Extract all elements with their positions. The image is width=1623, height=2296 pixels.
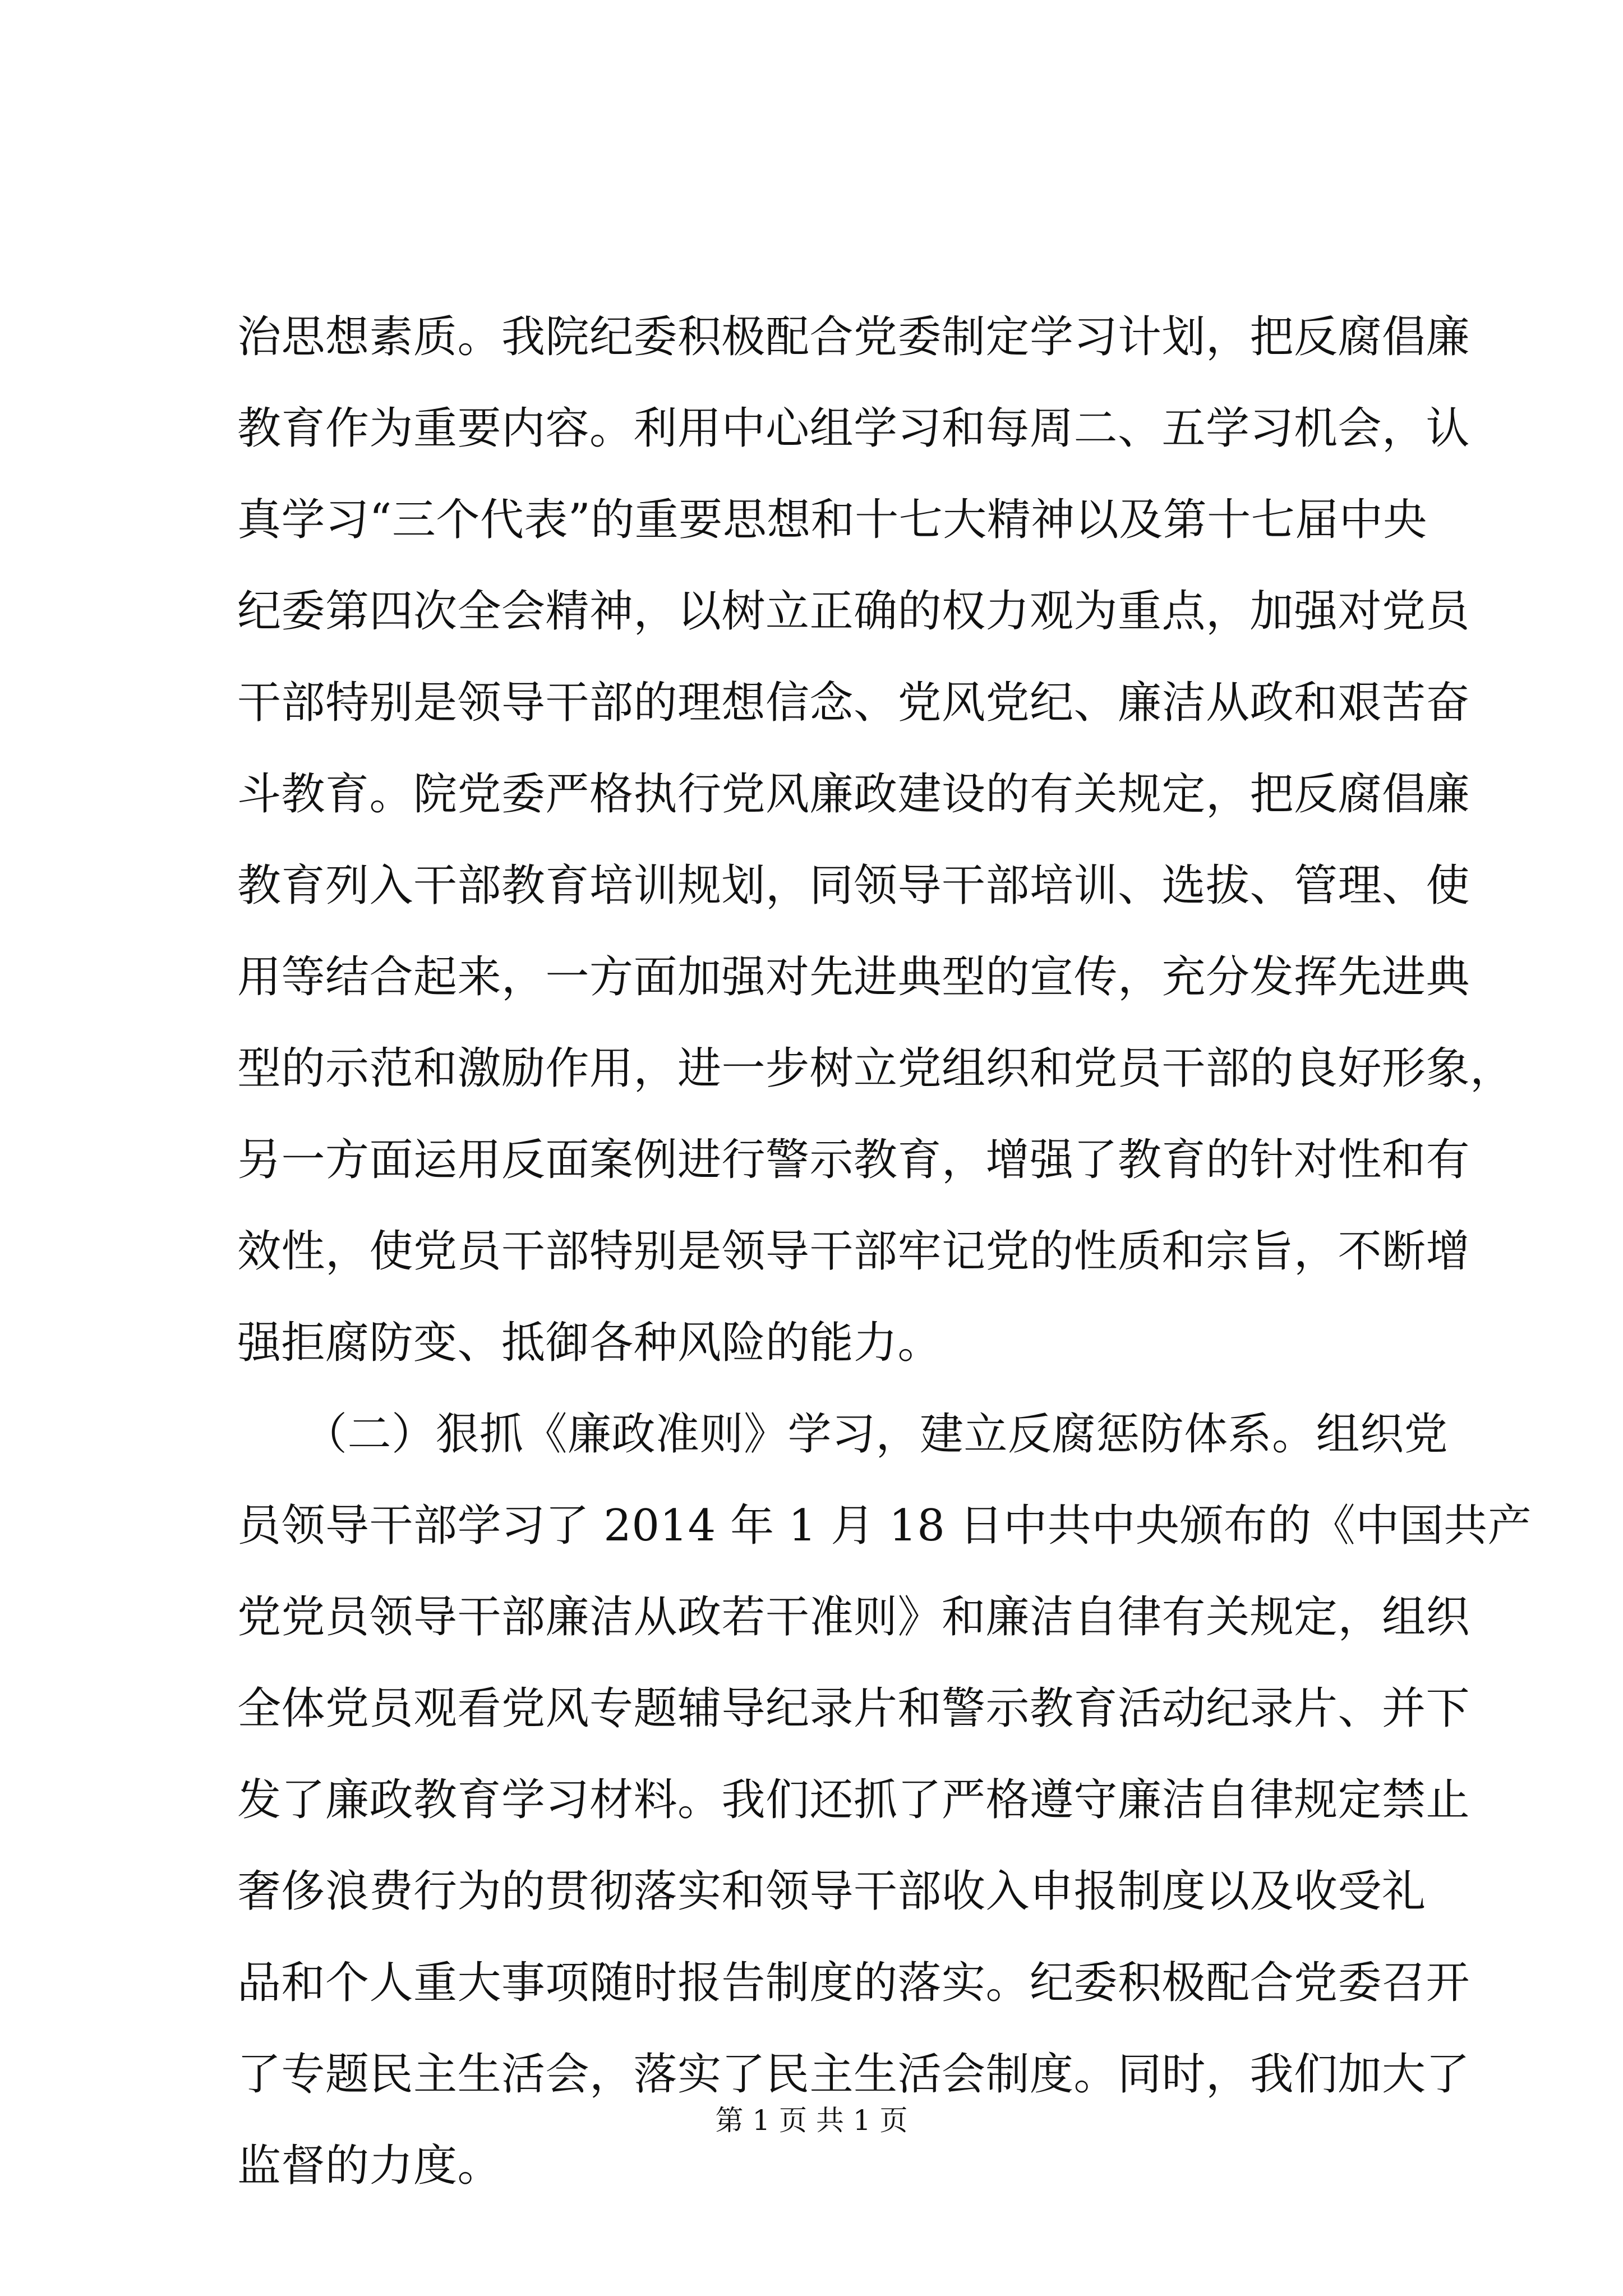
text-line: 治思想素质。我院纪委积极配合党委制定学习计划，把反腐倡廉: [237, 312, 1470, 362]
text-line: 党党员领导干部廉洁从政若干准则》和廉洁自律有关规定，组织: [237, 1592, 1470, 1642]
text-line: 真学习“三个代表”的重要思想和十七大精神以及第十七届中央: [237, 495, 1427, 545]
text-line: 奢侈浪费行为的贯彻落实和领导干部收入申报制度以及收受礼: [237, 1866, 1426, 1917]
text-line: 监督的力度。: [237, 2141, 502, 2191]
body-text: [237, 292, 1532, 2212]
text-line: 了专题民主生活会，落实了民主生活会制度。同时，我们加大了: [237, 2049, 1470, 2100]
text-line: 发了廉政教育学习材料。我们还抓了严格遵守廉洁自律规定禁止: [237, 1775, 1470, 1825]
text-line: 型的示范和激励作用，进一步树立党组织和党员干部的良好形象，: [237, 1043, 1514, 1094]
text-line: 纪委第四次全会精神，以树立正确的权力观为重点，加强对党员: [237, 586, 1470, 637]
text-line: 干部特别是领导干部的理想信念、党风党纪、廉洁从政和艰苦奋: [237, 678, 1470, 728]
text-line: 用等结合起来，一方面加强对先进典型的宣传，充分发挥先进典: [237, 952, 1470, 1002]
text-line: 效性，使党员干部特别是领导干部牢记党的性质和宗旨，不断增: [237, 1226, 1470, 1277]
page-footer: [0, 2101, 1623, 2140]
text-line: 全体党员观看党风专题辅导纪录片和警示教育活动纪录片、并下: [237, 1683, 1470, 1734]
text-line: 教育列入干部教育培训规划，同领导干部培训、选拔、管理、使: [237, 861, 1470, 911]
text-line: 强拒腐防变、抵御各种风险的能力。: [237, 1318, 942, 1368]
text-line: （二）狠抓《廉政准则》学习，建立反腐惩防体系。组织党: [237, 1409, 1449, 1460]
page-number-label: 第 1 页 共 1 页: [715, 2104, 908, 2137]
text-line: 员领导干部学习了 2014 年 1 月 18 日中共中央颁布的《中国共产: [237, 1501, 1532, 1551]
text-line: 教育作为重要内容。利用中心组学习和每周二、五学习机会，认: [237, 403, 1470, 454]
text-line: 斗教育。院党委严格执行党风廉政建设的有关规定，把反腐倡廉: [237, 769, 1470, 820]
text-line: 品和个人重大事项随时报告制度的落实。纪委积极配合党委召开: [237, 1958, 1470, 2008]
text-line: 另一方面运用反面案例进行警示教育，增强了教育的针对性和有: [237, 1135, 1470, 1185]
